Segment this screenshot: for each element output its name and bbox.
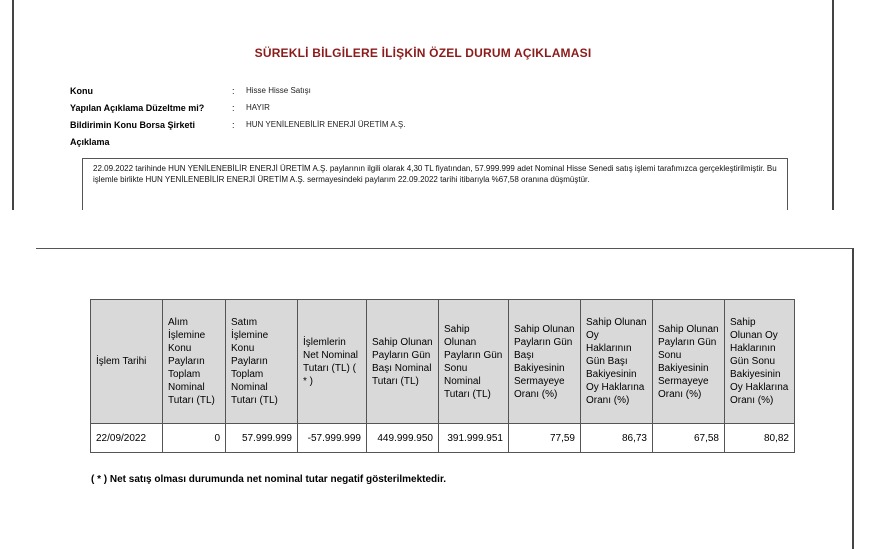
table-cell: 0: [163, 424, 226, 453]
table-cell: -57.999.999: [298, 424, 367, 453]
document-page-top: [12, 0, 834, 210]
info-row-subject: Konu : Hisse Hisse Satışı: [70, 85, 311, 96]
field-label: Konu: [70, 85, 93, 96]
table-header: Sahip Olunan Payların Gün Başı Bakiyesinin Sermayeye Oranı (%): [509, 300, 581, 424]
field-label: Açıklama: [70, 136, 110, 147]
table-cell: 449.999.950: [367, 424, 439, 453]
info-fields: [70, 82, 405, 150]
table-row: [91, 424, 795, 453]
table-header: İşlem Tarihi: [91, 300, 163, 424]
table-header: Sahip Olunan Oy Haklarının Gün Başı Bakiyesinin Oy Haklarına Oranı (%): [581, 300, 653, 424]
table-header: Sahip Olunan Payların Gün Sonu Bakiyesinin Sermayeye Oranı (%): [653, 300, 725, 424]
field-value: HUN YENİLENEBİLİR ENERJİ ÜRETİM A.Ş.: [246, 120, 406, 129]
info-row-correction: Yapılan Açıklama Düzeltme mi? : HAYIR: [70, 102, 270, 113]
table-cell: 80,82: [725, 424, 795, 453]
field-value: HAYIR: [246, 103, 270, 112]
table-cell: 67,58: [653, 424, 725, 453]
field-label: Yapılan Açıklama Düzeltme mi?: [70, 102, 205, 113]
info-row-description: [70, 133, 405, 150]
table-cell: 77,59: [509, 424, 581, 453]
table-header: Sahip Olunan Payların Gün Başı Nominal Tutarı (TL): [367, 300, 439, 424]
table-header: İşlemlerin Net Nominal Tutarı (TL) ( * ): [298, 300, 367, 424]
table-header: Satım İşlemine Konu Payların Toplam Nominal Tutarı (TL): [226, 300, 298, 424]
table-header: Sahip Olunan Payların Gün Sonu Nominal Tutarı (TL): [439, 300, 509, 424]
field-label: Bildirimin Konu Borsa Şirketi: [70, 119, 196, 130]
footnote: ( * ) Net satış olması durumunda net nominal tutar negatif gösterilmektedir.: [91, 474, 447, 485]
description-text: 22.09.2022 tarihinde HUN YENİLENEBİLİR ENERJİ ÜRETİM A.Ş. paylarının ilgili olarak 4,30 TL fiyatından, 57.999.999 adet Nominal Hisse Senedi satış işlemi tarafımızca gerçekleştirilmiştir. Bu işlemle birlikte HUN YENİLENEBİLİR ENERJİ ÜRETİM A.Ş. sermayesindeki paylarım 22.09.2022 tarihi itibarıyla %67,58 oranına düşmüştür.: [82, 158, 788, 210]
position-table: [90, 299, 795, 453]
table-header: Alım İşlemine Konu Payların Toplam Nominal Tutarı (TL): [163, 300, 226, 424]
info-row-company: Bildirimin Konu Borsa Şirketi : HUN YENİLENEBİLİR ENERJİ ÜRETİM A.Ş.: [70, 119, 406, 130]
table-cell: 391.999.951: [439, 424, 509, 453]
table-header-row: [91, 300, 795, 424]
table-cell: 86,73: [581, 424, 653, 453]
table-cell-date: 22/09/2022: [91, 424, 163, 453]
document-title: SÜREKLİ BİLGİLERE İLİŞKİN ÖZEL DURUM AÇIKLAMASI: [254, 46, 592, 60]
field-value: Hisse Hisse Satışı: [246, 86, 311, 95]
table-header: Sahip Olunan Oy Haklarının Gün Sonu Bakiyesinin Oy Haklarına Oranı (%): [725, 300, 795, 424]
table-cell: 57.999.999: [226, 424, 298, 453]
